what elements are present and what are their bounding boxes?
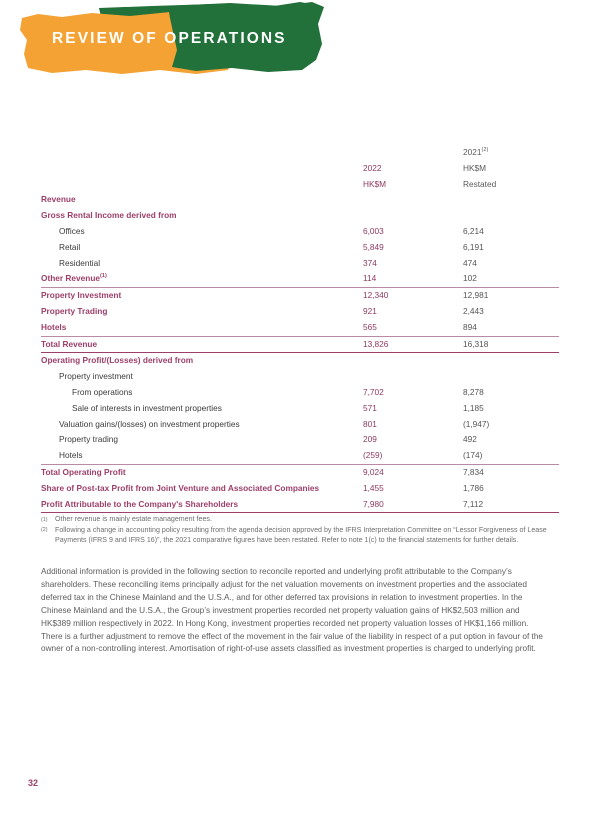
header-col-2021 <box>463 145 559 192</box>
row-value-2021: 102 <box>463 271 559 287</box>
row-value-2022: 7,980 <box>363 497 463 513</box>
row-value-2021 <box>463 353 559 369</box>
row-label: Total Operating Profit <box>41 466 126 477</box>
row-value-2021: 16,318 <box>463 336 559 353</box>
row-value-2021: 6,214 <box>463 225 484 236</box>
header-blank <box>41 145 363 192</box>
row-value-2022: 12,340 <box>363 290 389 301</box>
footnotes <box>41 514 561 546</box>
row-value-2021: 492 <box>463 434 477 445</box>
table-row-total <box>41 497 559 513</box>
row-label: Operating Profit/(Losses) derived from <box>41 355 194 366</box>
table-row <box>41 385 559 401</box>
table-row <box>41 304 559 320</box>
row-label: Total Revenue <box>41 336 363 353</box>
row-value-2022: 921 <box>363 305 377 316</box>
row-value-2021: 7,112 <box>463 497 559 513</box>
row-value-2022: 1,455 <box>363 482 384 493</box>
row-label: Hotels <box>41 448 363 464</box>
row-value-2022: 114 <box>363 271 463 287</box>
table-row-total <box>41 336 559 353</box>
row-value-2021 <box>463 369 559 385</box>
table-header-row <box>41 145 559 192</box>
row-value-2022: 9,024 <box>363 466 384 477</box>
row-value-2021 <box>463 208 559 224</box>
row-value-2022: 13,826 <box>363 336 463 353</box>
row-value-2022: 565 <box>363 320 463 336</box>
row-label <box>41 271 363 287</box>
row-value-2021: 2,443 <box>463 305 484 316</box>
header-2021-unit: HK$M <box>463 162 487 173</box>
footnote-marker: (2) <box>41 527 48 534</box>
row-value-2022: 7,702 <box>363 386 384 397</box>
row-value-2022: 5,849 <box>363 241 384 252</box>
table-row <box>41 481 559 497</box>
row-value-2021: 1,786 <box>463 482 484 493</box>
row-footnote-marker: (1) <box>100 273 107 280</box>
page-title: REVIEW OF OPERATIONS <box>52 30 287 47</box>
header-col-2022 <box>363 145 463 192</box>
table-row-total <box>41 464 559 480</box>
header-2021-restated: Restated <box>463 178 497 189</box>
header-2022-unit: HK$M <box>363 178 387 189</box>
row-value-2021: 7,834 <box>463 466 484 477</box>
table-row <box>41 256 559 272</box>
table-row <box>41 432 559 448</box>
table-row <box>41 353 559 369</box>
table-row <box>41 288 559 304</box>
row-value-2022 <box>363 208 463 224</box>
footnote-item <box>41 525 561 546</box>
row-label: Hotels <box>41 320 363 336</box>
row-label: Retail <box>59 241 81 252</box>
header-2021-footnote-marker: (2) <box>481 147 489 154</box>
page-number: 32 <box>28 778 39 788</box>
row-value-2022 <box>363 353 463 369</box>
row-label: Valuation gains/(losses) on investment properties <box>59 418 240 429</box>
financial-summary-table <box>41 145 559 513</box>
row-label: Property Trading <box>41 305 108 316</box>
row-value-2021: 1,185 <box>463 402 484 413</box>
table-row <box>41 192 559 208</box>
row-value-2021: (1,947) <box>463 418 490 429</box>
row-label: Revenue <box>41 194 76 205</box>
row-value-2022: 801 <box>363 418 377 429</box>
footnote-text: Other revenue is mainly estate management fees. <box>55 515 212 523</box>
table-row <box>41 240 559 256</box>
row-label: Sale of interests in investment properties <box>72 402 222 413</box>
table-row <box>41 448 559 464</box>
row-value-2021: 12,981 <box>463 290 489 301</box>
row-value-2022 <box>363 369 463 385</box>
table-body <box>41 192 559 512</box>
row-label: Property trading <box>59 434 119 445</box>
row-value-2021: (174) <box>463 448 559 464</box>
row-value-2021: 6,191 <box>463 241 484 252</box>
row-label-text: Other Revenue <box>41 273 101 284</box>
row-value-2022: 6,003 <box>363 225 384 236</box>
row-label: Share of Post-tax Profit from Joint Venture and Associated Companies <box>41 482 320 493</box>
row-value-2022: (259) <box>363 448 463 464</box>
row-label: Gross Rental Income derived from <box>41 210 177 221</box>
table-row <box>41 401 559 417</box>
table-row <box>41 417 559 433</box>
table-row <box>41 271 559 287</box>
row-value-2021: 894 <box>463 320 559 336</box>
footnote-item <box>41 514 561 525</box>
row-value-2021: 474 <box>463 257 477 268</box>
row-value-2021: 8,278 <box>463 386 484 397</box>
row-label: Property investment <box>59 371 133 382</box>
row-value-2022: 571 <box>363 402 377 413</box>
table-row <box>41 369 559 385</box>
row-value-2022: 374 <box>363 257 377 268</box>
section-header-banner <box>0 0 600 86</box>
footnote-marker: (1) <box>41 516 48 523</box>
header-2022-year: 2022 <box>363 162 382 173</box>
row-value-2022 <box>363 192 463 208</box>
row-label: Offices <box>59 225 85 236</box>
table-row <box>41 320 559 336</box>
row-label: Residential <box>59 257 101 268</box>
header-2021-year: 2021 <box>463 147 482 157</box>
table-row <box>41 208 559 224</box>
footnote-text: Following a change in accounting policy resulting from the agenda decision approved by the IFRS Interpretation Committee on “Lessor Forgiveness of Lease Payments (IFRS 9 and IFRS 16)”, the 2021 comparative figures have been restated. Refer to note 1(c) to the financial statements for further details. <box>55 525 547 545</box>
row-label: Profit Attributable to the Company's Shareholders <box>41 497 363 513</box>
table-row <box>41 224 559 240</box>
body-paragraph: Additional information is provided in the following section to reconcile reported and underlying profit attributable to the Company’s shareholders. These reconciling items principally adjust for the net valuation movements on investment properties and the associated deferred tax in the Chinese Mainland and the U.S.A., and for other deferred tax provisions in relation to investment properties. In the Chinese Mainland and the U.S.A., the Group’s investment properties recorded net property valuation gains of HK$2,503 million and HK$389 million respectively in 2022. In Hong Kong, investment properties recorded net property valuation losses of HK$1,166 million. There is a further adjustment to remove the effect of the movement in the fair value of the liability in respect of a put option in favour of the owner of a non-controlling interest. Amortisation of right-of-use assets classified as investment properties is charged to underlying profit. <box>41 567 543 654</box>
row-label: Property Investment <box>41 290 122 301</box>
row-label: From operations <box>72 386 133 397</box>
row-value-2021 <box>463 192 559 208</box>
row-value-2022: 209 <box>363 434 377 445</box>
